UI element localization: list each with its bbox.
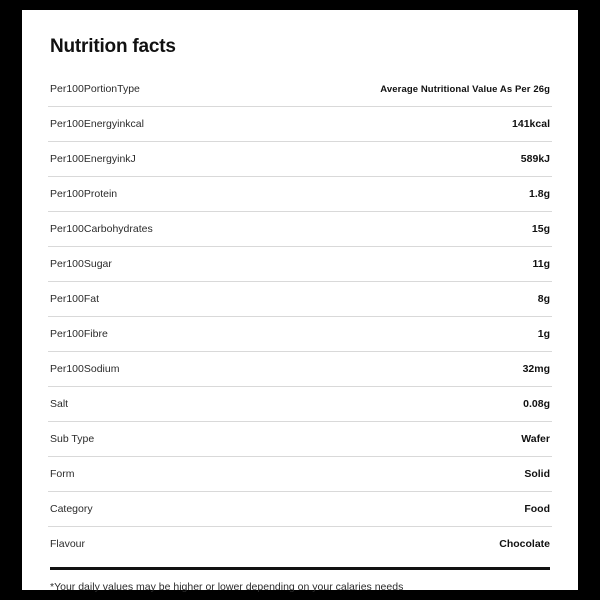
row-label: Form [48,457,300,492]
table-header-row [48,72,552,107]
row-value: Solid [300,457,552,492]
row-label: Per100Carbohydrates [48,212,300,247]
table-row [48,457,552,492]
row-label: Salt [48,387,300,422]
row-value: 32mg [300,352,552,387]
table-row [48,317,552,352]
row-label: Per100Fibre [48,317,300,352]
table-row [48,282,552,317]
row-value: Food [300,492,552,527]
row-value: 1g [300,317,552,352]
table-row [48,107,552,142]
row-label: Per100Fat [48,282,300,317]
card-inner [22,10,578,593]
row-label: Per100Energyinkcal [48,107,300,142]
table-row [48,492,552,527]
row-value: Chocolate [300,527,552,562]
row-value: 0.08g [300,387,552,422]
nutrition-facts-card [22,10,578,593]
row-value: 11g [300,247,552,282]
row-label: Flavour [48,527,300,562]
row-value: Wafer [300,422,552,457]
row-label: Category [48,492,300,527]
table-row [48,177,552,212]
table-row [48,352,552,387]
nutrition-table [48,72,552,561]
row-value: 15g [300,212,552,247]
table-row [48,527,552,562]
row-label: Per100Sugar [48,247,300,282]
table-row [48,142,552,177]
nutrition-table-body [48,72,552,561]
row-value: 8g [300,282,552,317]
page-title: Nutrition facts [50,36,176,57]
table-row [48,387,552,422]
table-row [48,212,552,247]
row-value: 589kJ [300,142,552,177]
row-label: Per100Sodium [48,352,300,387]
row-label: Per100EnergyinkJ [48,142,300,177]
table-row [48,422,552,457]
row-value: 1.8g [300,177,552,212]
table-row [48,247,552,282]
table-header-label: Per100PortionType [50,83,140,95]
footnote-divider [50,567,550,593]
row-label: Sub Type [48,422,300,457]
row-label: Per100Protein [48,177,300,212]
row-value: 141kcal [300,107,552,142]
footnote-text: *Your daily values may be higher or lower depending on your calaries needs [50,581,404,593]
table-header-value: Average Nutritional Value As Per 26g [380,83,550,95]
